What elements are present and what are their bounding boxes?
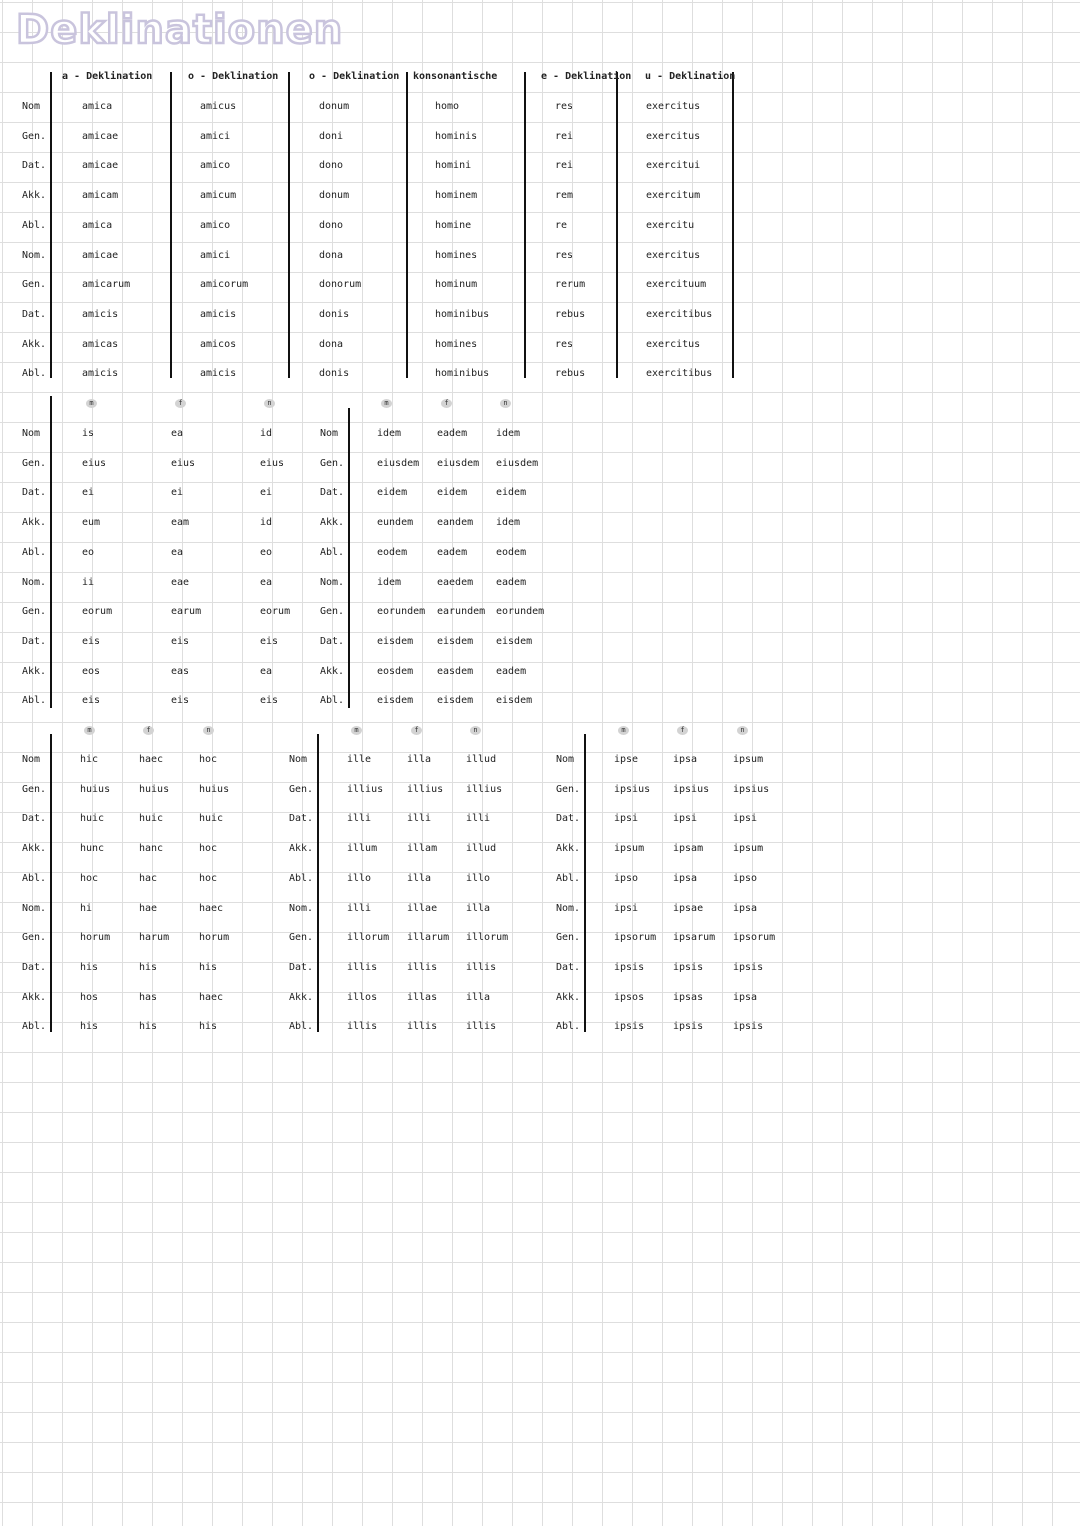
pronoun-form: huic (80, 813, 105, 825)
pronoun-form: eis (171, 635, 190, 647)
pronoun-form: has (139, 991, 158, 1003)
row-label: Nom (556, 754, 575, 765)
pronoun-form: eidem (437, 487, 468, 499)
row-label: Akk. (556, 991, 581, 1003)
row-label: Dat. (22, 813, 47, 825)
pronoun-form: illa (466, 902, 491, 914)
pronoun-form: hos (80, 991, 99, 1003)
row-label: Nom. (320, 576, 345, 588)
pronoun-form: his (80, 1021, 99, 1033)
pronoun-form: id (260, 428, 273, 439)
declension-form: homini (435, 160, 472, 172)
row-label: Dat. (320, 635, 345, 647)
declension-form: hominum (435, 279, 478, 291)
row-label: Abl. (320, 546, 345, 558)
row-label: Abl. (22, 1021, 47, 1033)
pronoun-form: illa (407, 754, 432, 765)
pronoun-form: earundem (437, 606, 486, 618)
pronoun-form: eae (171, 576, 190, 588)
declension-form: amicis (82, 368, 119, 380)
pronoun-form: eiusdem (496, 457, 539, 469)
pronoun-form: hac (139, 872, 158, 884)
row-label: Abl. (22, 546, 47, 558)
declension-form: exercituum (646, 279, 707, 291)
pronoun-form: illius (466, 783, 503, 795)
gender-marker: n (737, 726, 748, 735)
declension-form: amici (200, 249, 231, 261)
row-label: Akk. (22, 665, 47, 677)
row-label: Gen. (22, 457, 47, 469)
pronoun-form: haec (199, 902, 224, 914)
pronoun-form: eisdem (496, 695, 533, 707)
pronoun-form: illud (466, 843, 497, 855)
pronoun-form: illis (407, 1021, 438, 1033)
row-label: Dat. (22, 487, 47, 499)
row-label: Nom. (22, 902, 47, 914)
row-label: Akk. (556, 843, 581, 855)
declension-form: amico (200, 219, 231, 231)
pronoun-form: ipsis (673, 961, 704, 973)
pronoun-form: eis (171, 695, 190, 707)
gender-marker: m (84, 726, 95, 735)
pronoun-form: illius (407, 783, 444, 795)
pronoun-form: illius (347, 783, 384, 795)
declension-form: amico (200, 160, 231, 172)
gender-marker: n (500, 399, 511, 408)
gender-marker: f (411, 726, 422, 735)
pronoun-form: eam (171, 517, 190, 529)
declension-form: dono (319, 160, 344, 172)
row-label: Akk. (289, 991, 314, 1003)
declension-form: rebus (555, 368, 586, 380)
row-label: Akk. (320, 665, 345, 677)
column-header: konsonantische (413, 71, 498, 82)
declension-form: exercitus (646, 249, 701, 261)
declension-form: donis (319, 368, 350, 380)
pronoun-form: illam (407, 843, 438, 855)
row-label: Nom. (22, 249, 47, 261)
pronoun-form: horum (80, 932, 111, 944)
pronoun-form: hanc (139, 843, 164, 855)
declension-form: res (555, 338, 574, 350)
row-label: Abl. (289, 1021, 314, 1033)
pronoun-form: eisdem (496, 635, 533, 647)
pronoun-form: ea (171, 428, 184, 439)
declension-form: exercitu (646, 219, 695, 231)
row-label: Abl. (22, 695, 47, 707)
declension-form: hominibus (435, 308, 490, 320)
declension-form: amicae (82, 249, 119, 261)
pronoun-form: eorum (82, 606, 113, 618)
pronoun-form: eidem (496, 487, 527, 499)
column-header: a - Deklination (62, 71, 153, 82)
pronoun-form: ipso (614, 872, 639, 884)
pronoun-form: ipsa (673, 872, 698, 884)
pronoun-form: eosdem (377, 665, 414, 677)
pronoun-form: ipsum (733, 754, 764, 765)
declension-form: doni (319, 130, 344, 142)
pronoun-form: hunc (80, 843, 105, 855)
pronoun-form: haec (139, 754, 164, 765)
row-label: Abl. (320, 695, 345, 707)
pronoun-form: eisdem (437, 695, 474, 707)
page-title: Deklinationen (16, 7, 344, 53)
row-label: Dat. (22, 961, 47, 973)
pronoun-form: ea (260, 576, 273, 588)
pronoun-form: eorum (260, 606, 291, 618)
pronoun-form: ipsorum (614, 932, 657, 944)
pronoun-form: ipsi (614, 902, 639, 914)
declension-form: hominibus (435, 368, 490, 380)
row-label: Gen. (22, 932, 47, 944)
pronoun-form: eadem (496, 665, 527, 677)
pronoun-form: hi (80, 902, 93, 914)
pronoun-form: ipsi (614, 813, 639, 825)
row-label: Dat. (320, 487, 345, 499)
row-label: Gen. (22, 279, 47, 291)
pronoun-form: eisdem (377, 635, 414, 647)
row-label: Akk. (22, 991, 47, 1003)
column-header: e - Deklination (541, 71, 632, 82)
pronoun-form: ipsius (614, 783, 651, 795)
pronoun-form: illas (407, 991, 438, 1003)
pronoun-form: illo (347, 872, 372, 884)
row-label: Akk. (22, 190, 47, 202)
declension-form: amicis (200, 308, 237, 320)
row-label: Gen. (22, 606, 47, 618)
pronoun-form: ipsa (733, 991, 758, 1003)
declension-form: homines (435, 249, 478, 261)
pronoun-form: eis (260, 695, 279, 707)
row-label: Dat. (556, 813, 581, 825)
pronoun-form: ei (82, 487, 95, 499)
declension-form: homo (435, 101, 460, 112)
pronoun-form: eos (82, 665, 101, 677)
pronoun-form: is (82, 428, 95, 439)
pronoun-form: eodem (496, 546, 527, 558)
row-label: Dat. (22, 308, 47, 320)
declension-form: amici (200, 130, 231, 142)
declension-form: dona (319, 249, 344, 261)
pronoun-form: illi (407, 813, 432, 825)
row-label: Nom (22, 101, 41, 112)
pronoun-form: his (139, 1021, 158, 1033)
pronoun-form: ipsius (673, 783, 710, 795)
row-label: Nom. (22, 576, 47, 588)
pronoun-form: hoc (80, 872, 99, 884)
pronoun-form: ipsius (733, 783, 770, 795)
pronoun-form: huius (199, 783, 230, 795)
declension-form: exercitui (646, 160, 701, 172)
declension-form: dona (319, 338, 344, 350)
pronoun-form: easdem (437, 665, 474, 677)
pronoun-form: idem (377, 576, 402, 588)
pronoun-form: eorundem (496, 606, 545, 618)
pronoun-form: ille (347, 754, 372, 765)
column-header: o - Deklination (309, 71, 400, 82)
column-divider (584, 734, 586, 1032)
row-label: Dat. (22, 635, 47, 647)
declension-form: donum (319, 190, 350, 202)
pronoun-form: illud (466, 754, 497, 765)
pronoun-form: hoc (199, 872, 218, 884)
declension-form: hominis (435, 130, 478, 142)
pronoun-form: huic (199, 813, 224, 825)
row-label: Akk. (22, 843, 47, 855)
pronoun-form: hoc (199, 754, 218, 765)
declension-form: rei (555, 160, 574, 172)
pronoun-form: ei (171, 487, 184, 499)
pronoun-form: eis (82, 635, 101, 647)
pronoun-form: haec (199, 991, 224, 1003)
declension-form: hominem (435, 190, 478, 202)
pronoun-form: ipsi (673, 813, 698, 825)
gender-marker: f (143, 726, 154, 735)
pronoun-form: ipsam (673, 843, 704, 855)
declension-form: rem (555, 190, 574, 202)
declension-form: amicas (82, 338, 119, 350)
row-label: Gen. (556, 783, 581, 795)
pronoun-form: illarum (407, 932, 450, 944)
gender-marker: m (618, 726, 629, 735)
pronoun-form: idem (377, 428, 402, 439)
row-label: Abl. (22, 368, 47, 380)
pronoun-form: illum (347, 843, 378, 855)
column-header: o - Deklination (188, 71, 279, 82)
pronoun-form: eisdem (377, 695, 414, 707)
row-label: Nom. (289, 902, 314, 914)
row-label: Dat. (289, 961, 314, 973)
pronoun-form: ipsa (673, 754, 698, 765)
pronoun-form: ipsum (614, 843, 645, 855)
pronoun-form: eadem (437, 546, 468, 558)
gender-marker: f (175, 399, 186, 408)
pronoun-form: eum (82, 517, 101, 529)
pronoun-form: idem (496, 428, 521, 439)
row-label: Gen. (22, 130, 47, 142)
gender-marker: f (677, 726, 688, 735)
pronoun-form: hae (139, 902, 158, 914)
pronoun-form: eisdem (437, 635, 474, 647)
pronoun-form: eadem (496, 576, 527, 588)
gender-marker: m (351, 726, 362, 735)
pronoun-form: hic (80, 754, 99, 765)
declension-form: dono (319, 219, 344, 231)
pronoun-form: ipso (733, 872, 758, 884)
row-label: Akk. (22, 338, 47, 350)
gender-marker: m (86, 399, 97, 408)
declension-form: donum (319, 101, 350, 112)
gender-marker: n (264, 399, 275, 408)
pronoun-form: eius (82, 457, 107, 469)
pronoun-form: ipsa (733, 902, 758, 914)
pronoun-form: ipsis (614, 961, 645, 973)
declension-form: exercitus (646, 130, 701, 142)
pronoun-form: his (80, 961, 99, 973)
pronoun-form: illo (466, 872, 491, 884)
pronoun-form: eiusdem (377, 457, 420, 469)
pronoun-form: huius (80, 783, 111, 795)
declension-form: res (555, 101, 574, 112)
pronoun-form: eorundem (377, 606, 426, 618)
pronoun-form: ipsum (733, 843, 764, 855)
pronoun-form: huius (139, 783, 170, 795)
pronoun-form: illi (466, 813, 491, 825)
pronoun-form: eo (82, 546, 95, 558)
pronoun-form: eidem (377, 487, 408, 499)
row-label: Nom (22, 754, 41, 765)
row-label: Nom (289, 754, 308, 765)
row-label: Nom. (556, 902, 581, 914)
pronoun-form: ipsas (673, 991, 704, 1003)
pronoun-form: horum (199, 932, 230, 944)
declension-form: amica (82, 219, 113, 231)
gender-marker: f (441, 399, 452, 408)
pronoun-form: illae (407, 902, 438, 914)
pronoun-form: illorum (466, 932, 509, 944)
pronoun-form: illorum (347, 932, 390, 944)
pronoun-form: ipsis (614, 1021, 645, 1033)
column-header: u - Deklination (645, 71, 736, 82)
pronoun-form: idem (496, 517, 521, 529)
pronoun-form: ipsi (733, 813, 758, 825)
declension-form: rebus (555, 308, 586, 320)
pronoun-form: eundem (377, 517, 414, 529)
row-label: Gen. (320, 457, 345, 469)
row-label: Abl. (556, 1021, 581, 1033)
declension-form: amicorum (200, 279, 249, 291)
declension-form: homine (435, 219, 472, 231)
pronoun-form: illis (466, 961, 497, 973)
declension-form: donorum (319, 279, 362, 291)
declension-form: exercitus (646, 101, 701, 112)
row-label: Nom (320, 428, 339, 439)
pronoun-form: his (199, 1021, 218, 1033)
pronoun-form: illa (466, 991, 491, 1003)
row-label: Abl. (556, 872, 581, 884)
pronoun-form: eius (171, 457, 196, 469)
pronoun-form: eis (260, 635, 279, 647)
pronoun-form: eandem (437, 517, 474, 529)
gender-marker: n (470, 726, 481, 735)
declension-form: exercitibus (646, 368, 713, 380)
pronoun-form: eo (260, 546, 273, 558)
declension-form: amicum (200, 190, 237, 202)
pronoun-form: ipsis (733, 1021, 764, 1033)
declension-form: donis (319, 308, 350, 320)
declension-form: rei (555, 130, 574, 142)
declension-form: amicis (200, 368, 237, 380)
declension-form: amica (82, 101, 113, 112)
pronoun-form: illis (347, 961, 378, 973)
row-label: Gen. (289, 783, 314, 795)
declension-form: amicae (82, 130, 119, 142)
pronoun-form: eius (260, 457, 285, 469)
row-label: Dat. (556, 961, 581, 973)
declension-form: amicis (82, 308, 119, 320)
row-label: Akk. (320, 517, 345, 529)
declension-form: amicus (200, 101, 237, 112)
row-label: Dat. (289, 813, 314, 825)
declension-form: homines (435, 338, 478, 350)
pronoun-form: eas (171, 665, 190, 677)
pronoun-form: ei (260, 487, 273, 499)
pronoun-form: ea (260, 665, 273, 677)
row-label: Abl. (22, 872, 47, 884)
declension-form: amicam (82, 190, 119, 202)
pronoun-form: ipsae (673, 902, 704, 914)
row-label: Akk. (289, 843, 314, 855)
pronoun-form: illis (347, 1021, 378, 1033)
row-label: Akk. (22, 517, 47, 529)
pronoun-form: illi (347, 813, 372, 825)
pronoun-form: hoc (199, 843, 218, 855)
pronoun-form: eaedem (437, 576, 474, 588)
row-label: Abl. (289, 872, 314, 884)
row-label: Gen. (556, 932, 581, 944)
pronoun-form: illis (407, 961, 438, 973)
row-label: Dat. (22, 160, 47, 172)
pronoun-form: earum (171, 606, 202, 618)
pronoun-form: eodem (377, 546, 408, 558)
pronoun-form: ii (82, 576, 95, 588)
declension-form: res (555, 249, 574, 261)
pronoun-form: his (139, 961, 158, 973)
pronoun-form: eiusdem (437, 457, 480, 469)
row-label: Gen. (320, 606, 345, 618)
row-label: Nom (22, 428, 41, 439)
pronoun-form: ipsis (733, 961, 764, 973)
row-label: Gen. (22, 783, 47, 795)
pronoun-form: ipsarum (673, 932, 716, 944)
pronoun-form: huic (139, 813, 164, 825)
row-label: Gen. (289, 932, 314, 944)
gender-marker: n (203, 726, 214, 735)
pronoun-form: eadem (437, 428, 468, 439)
pronoun-form: ipse (614, 754, 639, 765)
pronoun-form: harum (139, 932, 170, 944)
pronoun-form: ea (171, 546, 184, 558)
declension-form: re (555, 219, 568, 231)
pronoun-form: ipsos (614, 991, 645, 1003)
pronoun-form: his (199, 961, 218, 973)
pronoun-form: illos (347, 991, 378, 1003)
pronoun-form: id (260, 517, 273, 529)
pronoun-form: ipsorum (733, 932, 776, 944)
pronoun-form: illa (407, 872, 432, 884)
gender-marker: m (381, 399, 392, 408)
declension-form: exercitus (646, 338, 701, 350)
declension-form: exercitum (646, 190, 701, 202)
pronoun-form: ipsis (673, 1021, 704, 1033)
declension-form: rerum (555, 279, 586, 291)
declension-form: exercitibus (646, 308, 713, 320)
declension-form: amicarum (82, 279, 131, 291)
pronoun-form: eis (82, 695, 101, 707)
row-label: Abl. (22, 219, 47, 231)
pronoun-form: illi (347, 902, 372, 914)
declension-form: amicos (200, 338, 237, 350)
pronoun-form: illis (466, 1021, 497, 1033)
declension-form: amicae (82, 160, 119, 172)
